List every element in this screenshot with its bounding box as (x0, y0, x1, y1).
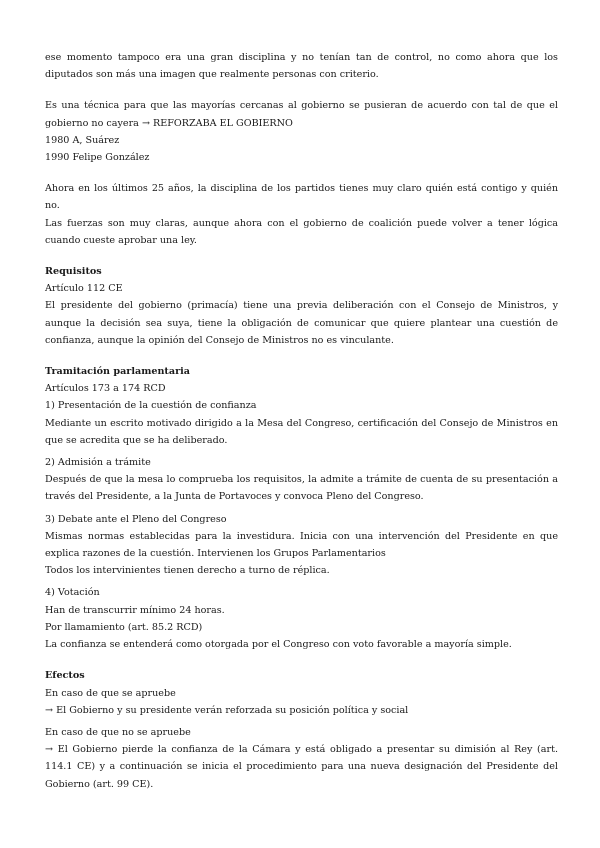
efectos-case-1: En caso de que se apruebe (45, 687, 176, 699)
intro-paragraph-2: Es una técnica para que las mayorías cercanas al gobierno se pusieran de acuerdo con tal de que el gobierno no cayera → REFORZABA EL GOBIERNO (45, 100, 558, 129)
efectos-case-1-text: → El Gobierno y su presidente verán reforzada su posición política y social (45, 704, 409, 716)
requisitos-article: Artículo 112 CE (45, 283, 123, 295)
step3-title: 3) Debate ante el Pleno del Congreso (45, 513, 227, 525)
step2-title: 2) Admisión a trámite (45, 457, 151, 469)
intro-paragraph-3: Ahora en los últimos 25 años, la disciplina de los partidos tienes muy claro quién está contigo y quién no. (45, 183, 558, 212)
tramitacion-articles: Artículos 173 a 174 RCD (45, 383, 166, 395)
requisitos-heading: Requisitos (45, 266, 102, 278)
step4-line-2: Por llamamiento (art. 85.2 RCD) (45, 621, 203, 633)
intro-paragraph-1: ese momento tampoco era una gran disciplina y no tenían tan de control, no como ahora que los diputados son más una imagen que realmente personas con criterio. (45, 52, 558, 81)
step4-line-1: Han de transcurrir mínimo 24 horas. (45, 604, 225, 616)
step4-title: 4) Votación (45, 587, 100, 599)
intro-line-1990: 1990 Felipe González (45, 152, 150, 164)
efectos-heading: Efectos (45, 670, 85, 682)
step1-text: Mediante un escrito motivado dirigido a la Mesa del Congreso, certificación del Consejo de Ministros en que se acredita que se ha deliberado. (45, 417, 558, 446)
efectos-case-2-text: → El Gobierno pierde la confianza de la Cámara y está obligado a presentar su dimisión al Rey (art. 114.1 CE) y a continuación se inicia el procedimiento para una nueva designación del Presidente del Gobierno (art. 99 CE). (45, 744, 558, 790)
step2-text: Después de que la mesa lo comprueba los requisitos, la admite a trámite de cuenta de su presentación a través del Presidente, a la Junta de Portavoces y convoca Pleno del Congreso. (45, 474, 558, 503)
step4-line-3: La confianza se entenderá como otorgada por el Congreso con voto favorable a mayoría simple. (45, 639, 512, 651)
intro-line-1980: 1980 A, Suárez (45, 134, 120, 146)
step3-text-2: Todos los intervinientes tienen derecho a turno de réplica. (45, 565, 330, 577)
step1-title: 1) Presentación de la cuestión de confianza (45, 400, 257, 412)
intro-paragraph-4: Las fuerzas son muy claras, aunque ahora con el gobierno de coalición puede volver a tener lógica cuando cueste aprobar una ley. (45, 217, 558, 246)
requisitos-text: El presidente del gobierno (primacía) tiene una previa deliberación con el Consejo de Ministros, y aunque la decisión sea suya, tiene la obligación de comunicar que quiere plantear una cuestión de confianza, aunque la opinión del Consejo de Ministros no es vinculante. (45, 300, 558, 346)
efectos-case-2: En caso de que no se apruebe (45, 726, 191, 738)
step3-text: Mismas normas establecidas para la investidura. Inicia con una intervención del Presidente en que explica razones de la cuestión. Intervienen los Grupos Parlamentarios (45, 530, 558, 560)
tramitacion-heading: Tramitación parlamentaria (45, 366, 190, 378)
